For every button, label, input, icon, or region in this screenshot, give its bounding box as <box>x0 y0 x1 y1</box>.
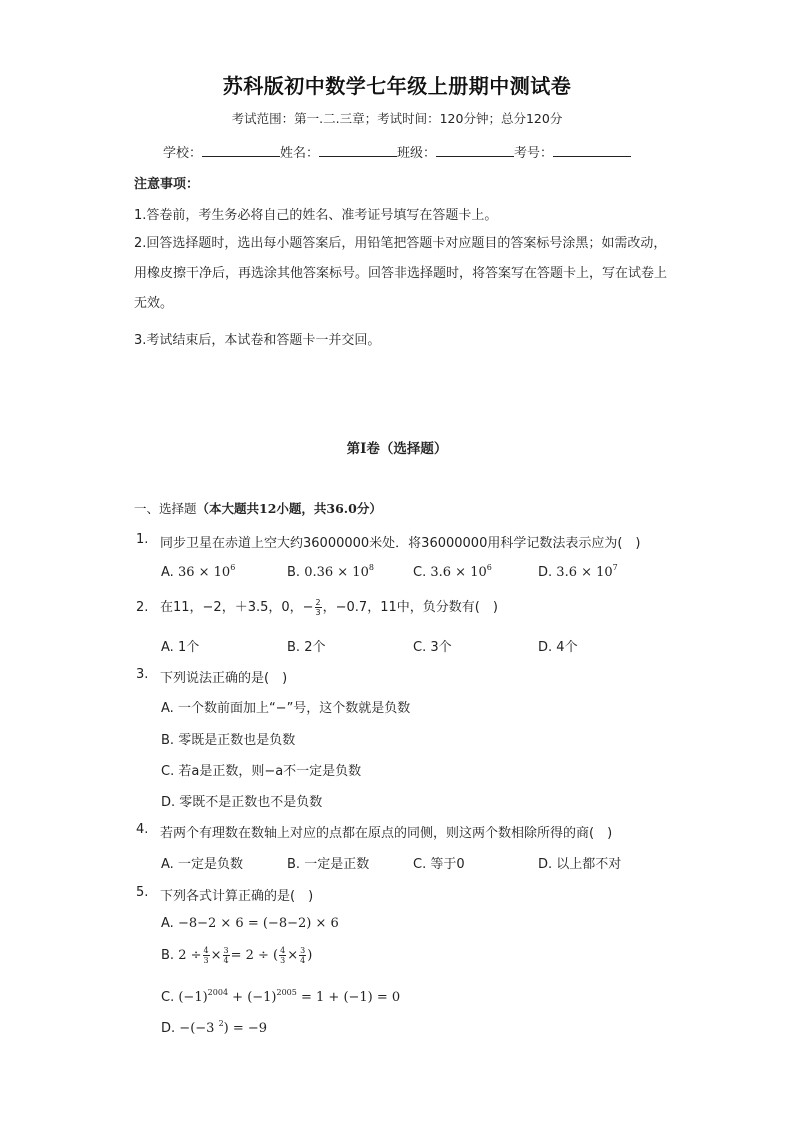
option-a[interactable]: A. 一定是负数 <box>161 857 243 872</box>
option-d[interactable] <box>538 563 618 580</box>
part-title <box>134 499 382 517</box>
option-b[interactable]: B. 2个 <box>287 640 326 655</box>
question-text: 下列说法正确的是( ) <box>160 671 288 686</box>
question-text: 下列各式计算正确的是( ) <box>160 889 314 904</box>
number-blank[interactable] <box>553 144 631 157</box>
option-value: −(−3 $^2$) = −9 <box>179 1019 268 1036</box>
option-d[interactable]: D. 零既不是正数也不是负数 <box>161 795 323 810</box>
class-blank[interactable] <box>436 144 514 157</box>
option-c[interactable] <box>413 563 492 580</box>
option-a[interactable]: A. 1个 <box>161 640 200 655</box>
option-value: 2 ÷ $\frac{4}{3}$ × $\frac{3}{4}$ = 2 ÷ ( $\frac{4}{3}$ × $\frac{3}{4}$ ) <box>178 946 313 965</box>
option-b[interactable]: B. 2 ÷ $\frac{4}{3}$ × $\frac{3}{4}$ = 2 ÷ ( $\frac{4}{3}$ × $\frac{3}{4}$ ) <box>161 946 313 965</box>
exam-title: 苏科版初中数学七年级上册期中测试卷 <box>222 74 572 98</box>
exam-subtitle: 考试范围：第一.二.三章；考试时间：120分钟；总分120分 <box>231 111 563 126</box>
option-a[interactable]: A. −8−2 × 6 = (−8−2) × 6 <box>161 916 339 931</box>
part-info: （本大题共12小题，共36.0分） <box>196 501 382 516</box>
option-a[interactable] <box>161 563 235 580</box>
number-label: 考号： <box>514 146 554 161</box>
option-value: $0.36 \times 10^8$ <box>304 563 374 580</box>
question-number: 1. <box>136 532 149 547</box>
school-label: 学校： <box>163 146 203 161</box>
name-blank[interactable] <box>319 144 397 157</box>
option-d[interactable]: D. 4个 <box>538 640 578 655</box>
option-value: $3.6 \times 10^6$ <box>430 563 492 580</box>
option-d[interactable]: D. −(−3 $^2$) = −9 <box>161 1019 268 1036</box>
question-text: 同步卫星在赤道上空大约36000000米处．将36000000用科学记数法表示应为( ) <box>160 536 641 551</box>
question-number: 2. <box>136 600 149 615</box>
option-a[interactable]: A. 一个数前面加上“−”号，这个数就是负数 <box>161 701 411 716</box>
question-number: 4. <box>136 822 149 837</box>
option-c[interactable]: C. 3个 <box>413 640 452 655</box>
option-value: $3.6 \times 10^7$ <box>556 563 618 580</box>
notes-heading: 注意事项： <box>134 177 200 192</box>
option-label: C. <box>413 565 427 580</box>
option-d[interactable]: D. 以上都不对 <box>538 857 622 872</box>
option-c[interactable]: C. $(-1)^{2004} + (-1)^{2005} = 1 + (-1) = 0$ <box>161 988 401 1005</box>
question-number: 3. <box>136 667 149 682</box>
option-b[interactable]: B. 一定是正数 <box>287 857 370 872</box>
note-item-3: 3.考试结束后，本试卷和答题卡一并交回。 <box>134 333 381 348</box>
school-blank[interactable] <box>202 144 280 157</box>
option-label: D. <box>538 565 553 580</box>
option-c[interactable]: C. 等于0 <box>413 857 465 872</box>
option-label: B. <box>287 565 301 580</box>
name-label: 姓名： <box>280 146 320 161</box>
section-title: 第I卷（选择题） <box>346 441 448 457</box>
option-label: A. <box>161 565 174 580</box>
note-item-2: 2.回答选择题时，选出每小题答案后，用铅笔把答题卡对应题目的答案标号涂黑；如需改动，用橡皮擦干净后，再选涂其他答案标号。回答非选择题时，将答案写在答题卡上，写在试卷上无效。 <box>134 236 668 311</box>
option-value: $(-1)^{2004} + (-1)^{2005} = 1 + (-1) = 0$ <box>178 988 401 1005</box>
note-item-1: 1.答卷前，考生务必将自己的姓名、准考证号填写在答题卡上。 <box>134 208 498 223</box>
option-value: $36 \times 10^6$ <box>177 563 236 580</box>
question-text: 在11，−2，＋3.5，0，− $\frac{2}{3}$ ，−0.7，11中，负分数有( ) <box>160 598 498 617</box>
student-info-fields <box>163 142 631 161</box>
part-prefix: 一、选择题 <box>134 501 197 516</box>
class-label: 班级： <box>397 146 437 161</box>
fraction: $\frac{2}{3}$ <box>315 598 321 617</box>
question-number: 5. <box>136 885 149 900</box>
question-text: 若两个有理数在数轴上对应的点都在原点的同侧，则这两个数相除所得的商( ) <box>160 826 613 841</box>
option-c[interactable]: C. 若a是正数，则−a不一定是负数 <box>161 764 362 779</box>
option-b[interactable] <box>287 563 374 580</box>
option-b[interactable]: B. 零既是正数也是负数 <box>161 733 296 748</box>
